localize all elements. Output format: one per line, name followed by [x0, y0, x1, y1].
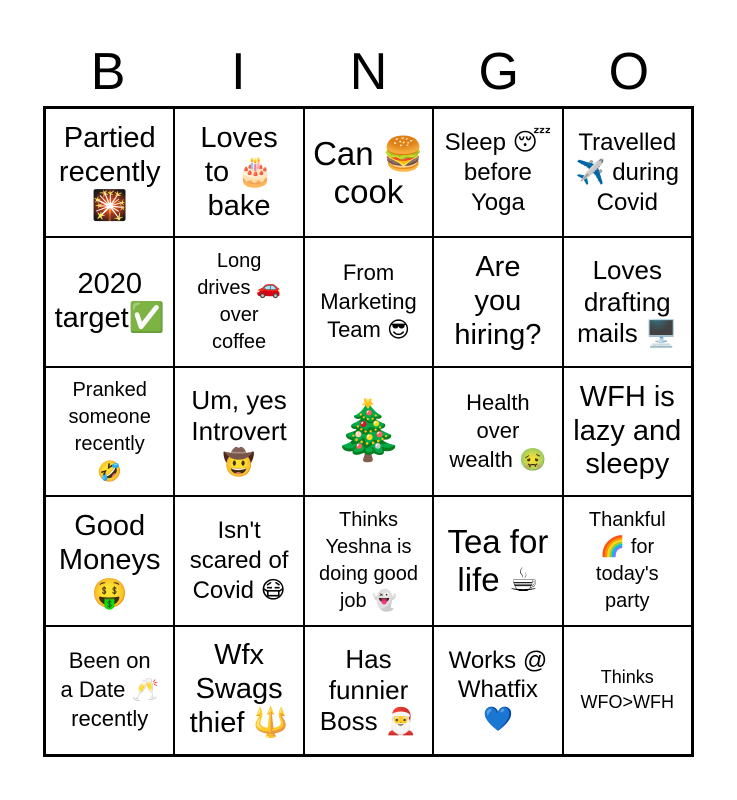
- bingo-cell-text: Are you hiring?: [454, 251, 542, 352]
- bingo-cell-text: Thinks Yeshna is doing good job 👻: [319, 508, 418, 613]
- bingo-cell[interactable]: [434, 238, 563, 367]
- bingo-cell[interactable]: [564, 238, 693, 367]
- bingo-grid: [43, 106, 694, 757]
- bingo-cell[interactable]: [175, 627, 304, 756]
- bingo-cell-text: Wfx Swags thief 🔱: [189, 639, 289, 740]
- bingo-cell-text: Long drives 🚗 over coffee: [197, 249, 281, 354]
- bingo-cell-text: WFH is lazy and sleepy: [573, 380, 682, 481]
- bingo-cell[interactable]: [305, 109, 434, 238]
- bingo-cell-text: Health over wealth 🤢: [449, 389, 547, 472]
- header-letter-o: O: [608, 43, 650, 101]
- header-letter-n: N: [349, 43, 388, 101]
- bingo-cell-text: Can 🍔 cook: [313, 134, 424, 210]
- bingo-cell[interactable]: [305, 238, 434, 367]
- header-letter-g: G: [478, 43, 519, 101]
- bingo-cell-text: Thankful 🌈 for today's party: [588, 508, 666, 613]
- bingo-cell[interactable]: [175, 109, 304, 238]
- bingo-cell-text: Pranked someone recently 🤣: [68, 379, 151, 483]
- bingo-cell-text: Loves drafting mails 🖥️: [577, 255, 678, 348]
- bingo-cell-text: Been on a Date 🥂 recently: [60, 648, 159, 731]
- bingo-cell[interactable]: [305, 497, 434, 626]
- bingo-cell[interactable]: [564, 627, 693, 756]
- bingo-cell[interactable]: [175, 238, 304, 367]
- bingo-cell[interactable]: [434, 368, 563, 497]
- bingo-cell[interactable]: [564, 109, 693, 238]
- bingo-cell-text: Um, yes Introvert 🤠: [191, 384, 287, 478]
- header-letter-i: I: [231, 43, 246, 101]
- bingo-cell[interactable]: [564, 368, 693, 497]
- bingo-cell-text: From Marketing Team 😎: [320, 260, 417, 343]
- bingo-cell[interactable]: [564, 497, 693, 626]
- bingo-cell[interactable]: [434, 109, 563, 238]
- bingo-cell[interactable]: [46, 368, 175, 497]
- christmas-tree-icon: 🎄: [332, 398, 405, 464]
- bingo-cell-text: Loves to 🎂 bake: [200, 121, 278, 222]
- bingo-cell-text: Thinks WFO>WFH: [580, 667, 675, 713]
- bingo-cell[interactable]: [434, 627, 563, 756]
- bingo-cell[interactable]: [46, 109, 175, 238]
- bingo-cell[interactable]: [46, 627, 175, 756]
- bingo-cell[interactable]: [46, 497, 175, 626]
- free-space-cell[interactable]: [305, 368, 434, 497]
- bingo-cell[interactable]: [46, 238, 175, 367]
- bingo-cell-text: Works @ Whatfix 💙: [448, 646, 548, 734]
- bingo-cell[interactable]: [434, 497, 563, 626]
- header-letter-b: B: [90, 43, 126, 101]
- bingo-header: [43, 42, 694, 102]
- bingo-cell[interactable]: [175, 497, 304, 626]
- bingo-cell[interactable]: [305, 627, 434, 756]
- bingo-cell-text: 2020 target✅: [54, 268, 165, 335]
- bingo-cell-text: Partied recently 🎇: [58, 121, 161, 222]
- bingo-cell-text: Isn't scared of Covid 😷: [189, 517, 289, 604]
- bingo-cell-text: Good Moneys 🤑: [58, 510, 161, 610]
- bingo-cell-text: Sleep 😴 before Yoga: [444, 129, 552, 216]
- bingo-cell[interactable]: [175, 368, 304, 497]
- bingo-cell-text: Tea for life ☕: [447, 522, 549, 598]
- bingo-cell-text: Has funnier Boss 🎅: [319, 643, 418, 736]
- bingo-cell-text: Travelled ✈️ during Covid: [575, 129, 679, 216]
